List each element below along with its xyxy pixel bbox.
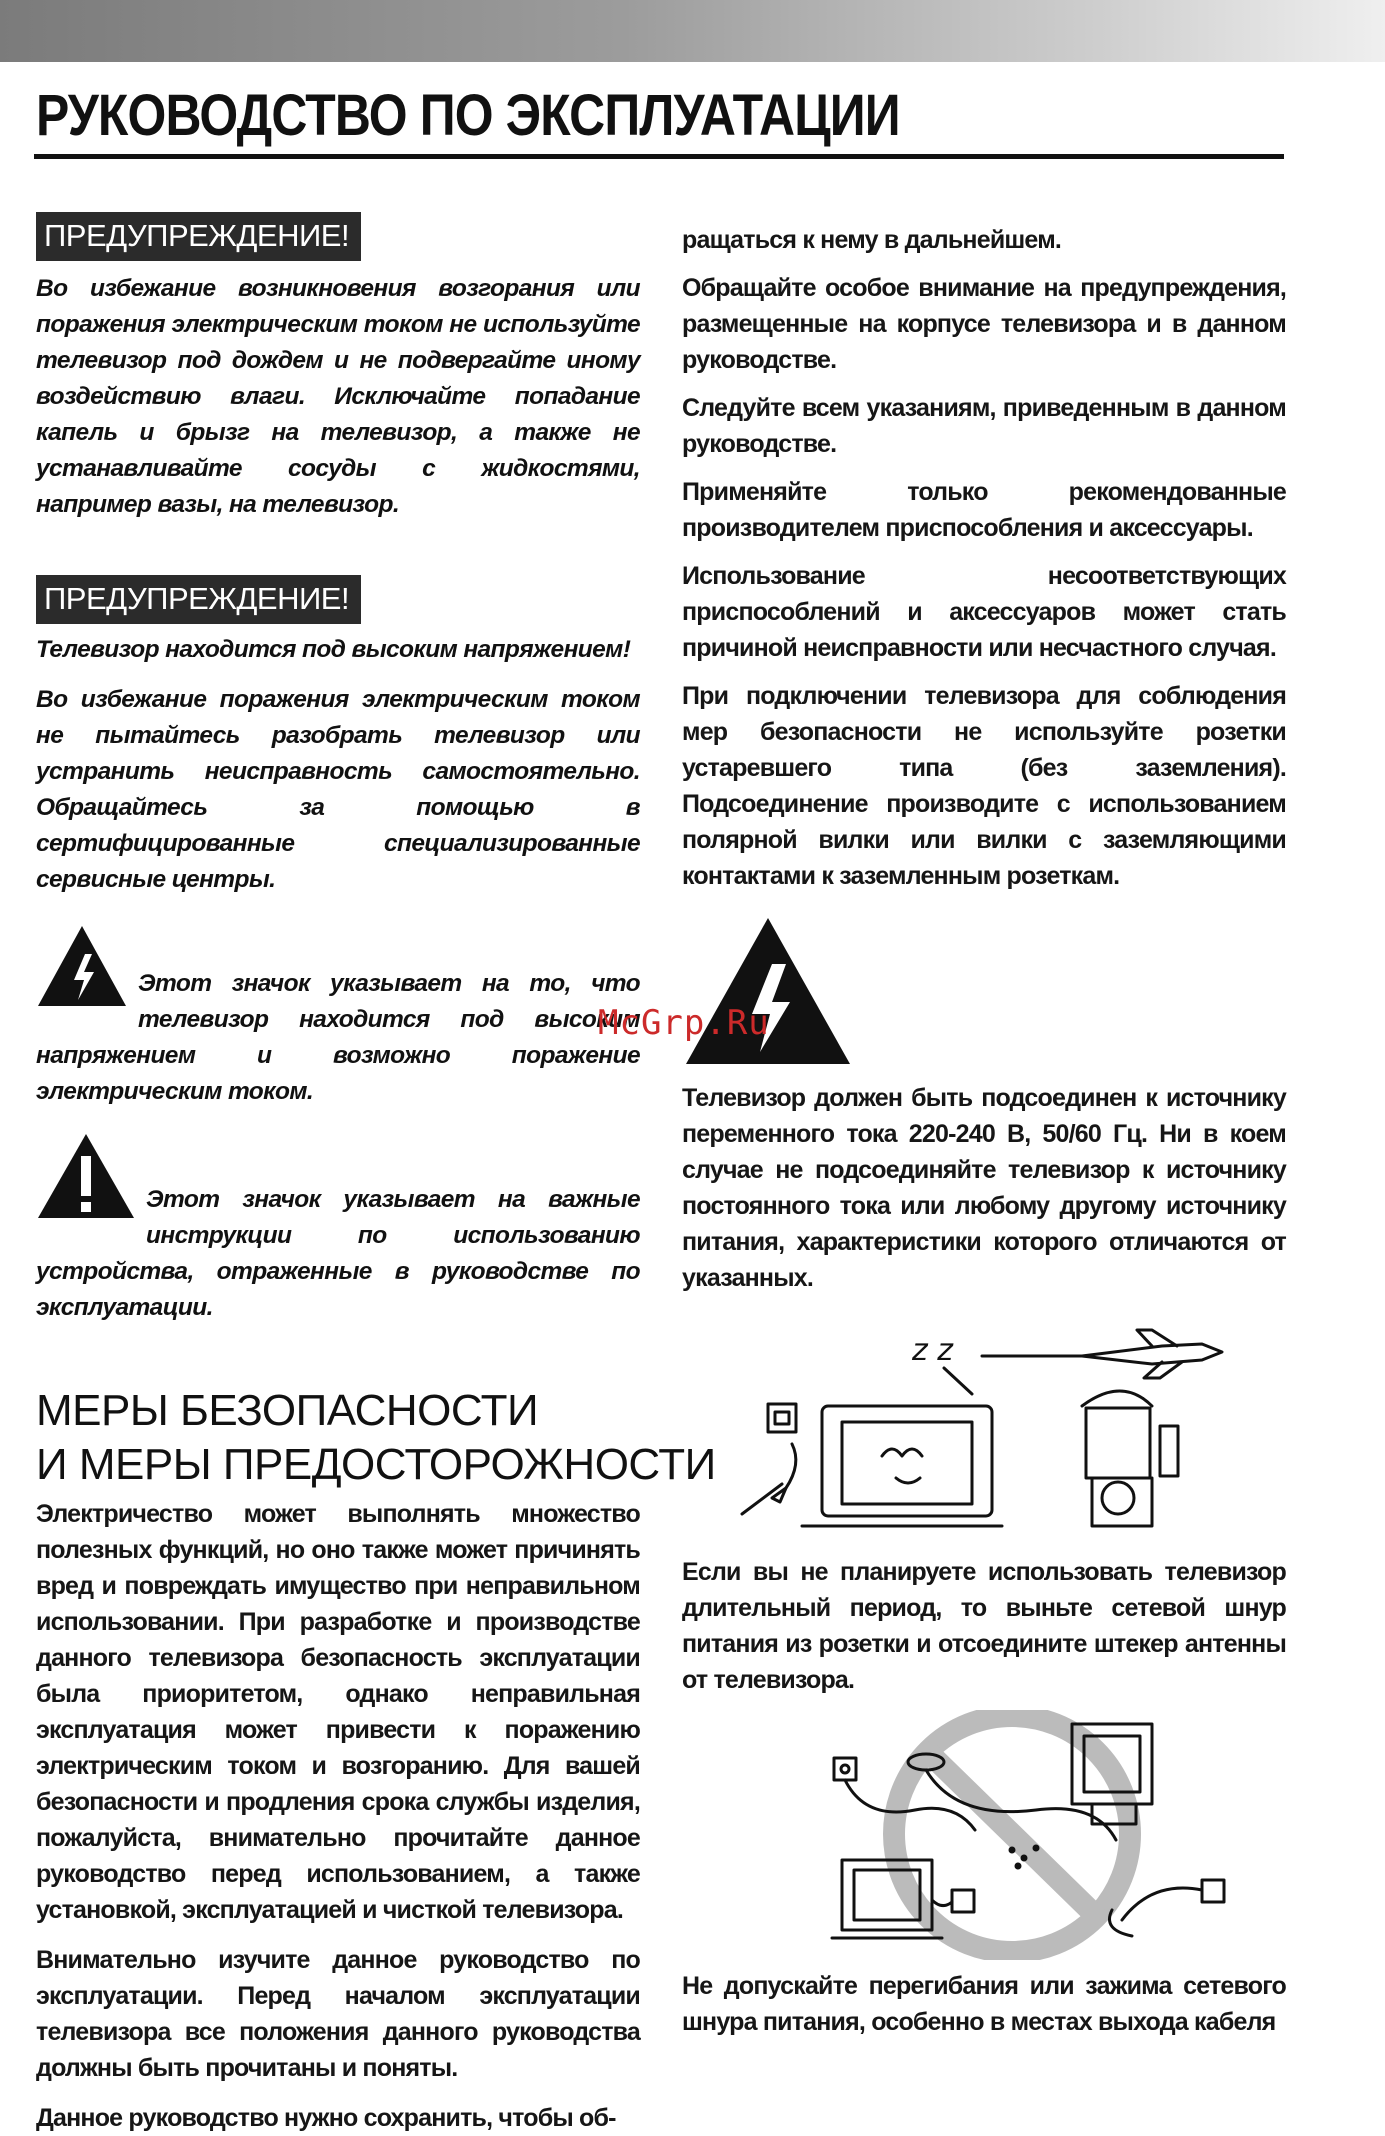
right-column <box>682 222 1286 2040</box>
watermark: McGrp.Ru <box>598 1003 770 1043</box>
title-divider <box>34 154 1284 159</box>
right-paragraph-8: Если вы не планируете использовать телевизор длительный период, то выньте сетевой шнур питания из розетки и отсоедините штекер антенны от телевизора. <box>682 1558 1286 1694</box>
warning-block-2 <box>36 575 640 898</box>
warning-label: ПРЕДУПРЕЖДЕНИЕ! <box>36 575 361 624</box>
right-paragraph-7: Телевизор должен быть подсоединен к источнику переменного тока 220-240 В, 50/60 Гц. Ни в коем случае не подсоединяйте телевизор к источнику постоянного тока или любому другому источнику питания, характеристики которого отличаются от указанных. <box>682 1084 1286 1292</box>
warning-label: ПРЕДУПРЕЖДЕНИЕ! <box>36 212 361 261</box>
section-title-line-2: И МЕРЫ ПРЕДОСТОРОЖНОСТИ <box>36 1440 716 1489</box>
unplug-tv-illustration <box>682 1316 1286 1544</box>
right-paragraph-9: Не допускайте перегибания или зажима сетевого шнура питания, особенно в местах выхода кабеля <box>682 1972 1286 2036</box>
voltage-sign-text: Этот значок указывает на то, что телевизор находится под высоким напряжением и возможно поражение электрическим током. <box>36 970 640 1105</box>
warning-text: Во избежание поражения электрическим током не пытайтесь разобрать телевизор или устранить неисправность самостоятельно. Обращайтесь за помощью в сертифицированные специализированные сервисные центры. <box>36 686 640 893</box>
exclamation-warning-icon <box>36 1132 136 1220</box>
right-paragraph-1: ращаться к нему в дальнейшем. <box>682 226 1062 254</box>
warning-block-1 <box>36 212 640 523</box>
section-paragraph-1: Электричество может выполнять множество полезных функций, но оно также может причинять вред и повреждать имущество при неправильном использовании. При разработке и производстве данного телевизора безопасность эксплуатации была приоритетом, однако неправильная эксплуатация может привести к поражению электрическим током и возгоранию. Для вашей безопасности и продления срока службы изделия, пожалуйста, внимательно прочитайте данное руководство перед использованием, а также установкой, эксплуатацией и чисткой телевизора. <box>36 1500 640 1924</box>
high-voltage-icon <box>682 914 1286 1074</box>
safety-section <box>36 1384 716 2136</box>
section-paragraph-2: Внимательно изучите данное руководство по эксплуатации. Перед началом эксплуатации телевизора все положения данного руководства должны быть прочитаны и поняты. <box>36 1946 640 2082</box>
page-title: РУКОВОДСТВО ПО ЭКСПЛУАТАЦИИ <box>36 83 900 148</box>
svg-text:z z: z z <box>912 1333 954 1368</box>
right-paragraph-6: При подключении телевизора для соблюдения мер безопасности не используйте розетки устаревшего типа (без заземления). Подсоединение производите с использованием полярной вилки или вилки с заземляющими контактами к заземленным розеткам. <box>682 682 1286 890</box>
warning-subtitle: Телевизор находится под высоким напряжением! <box>36 636 631 663</box>
header-band <box>0 0 1385 62</box>
warning-text: Во избежание возникновения возгорания или поражения электрическим током не используйте телевизор под дождем и не подвергайте иному воздействию влаги. Исключайте попадание капель и брызг на телевизор, а также не устанавливайте сосуды с жидкостями, например вазы, на телевизор. <box>36 275 640 518</box>
important-sign-text: Этот значок указывает на важные инструкции по использованию устройства, отраженные в руководстве по эксплуатации. <box>36 1186 640 1321</box>
voltage-sign-note <box>36 924 640 1110</box>
right-paragraph-5: Использование несоответствующих приспособлений и аксессуаров может стать причиной неисправности или несчастного случая. <box>682 562 1286 662</box>
no-cable-pinch-illustration <box>682 1710 1286 1960</box>
important-sign-note <box>36 1132 640 1326</box>
right-paragraph-4: Применяйте только рекомендованные производителем приспособления и аксессуары. <box>682 478 1286 542</box>
right-paragraph-2: Обращайте особое внимание на предупреждения, размещенные на корпусе телевизора и в данном руководстве. <box>682 274 1286 374</box>
right-paragraph-3: Следуйте всем указаниям, приведенным в данном руководстве. <box>682 394 1286 458</box>
section-paragraph-3: Данное руководство нужно сохранить, чтобы об- <box>36 2104 616 2132</box>
high-voltage-icon <box>36 924 128 1008</box>
section-title-line-1: МЕРЫ БЕЗОПАСНОСТИ <box>36 1386 539 1435</box>
